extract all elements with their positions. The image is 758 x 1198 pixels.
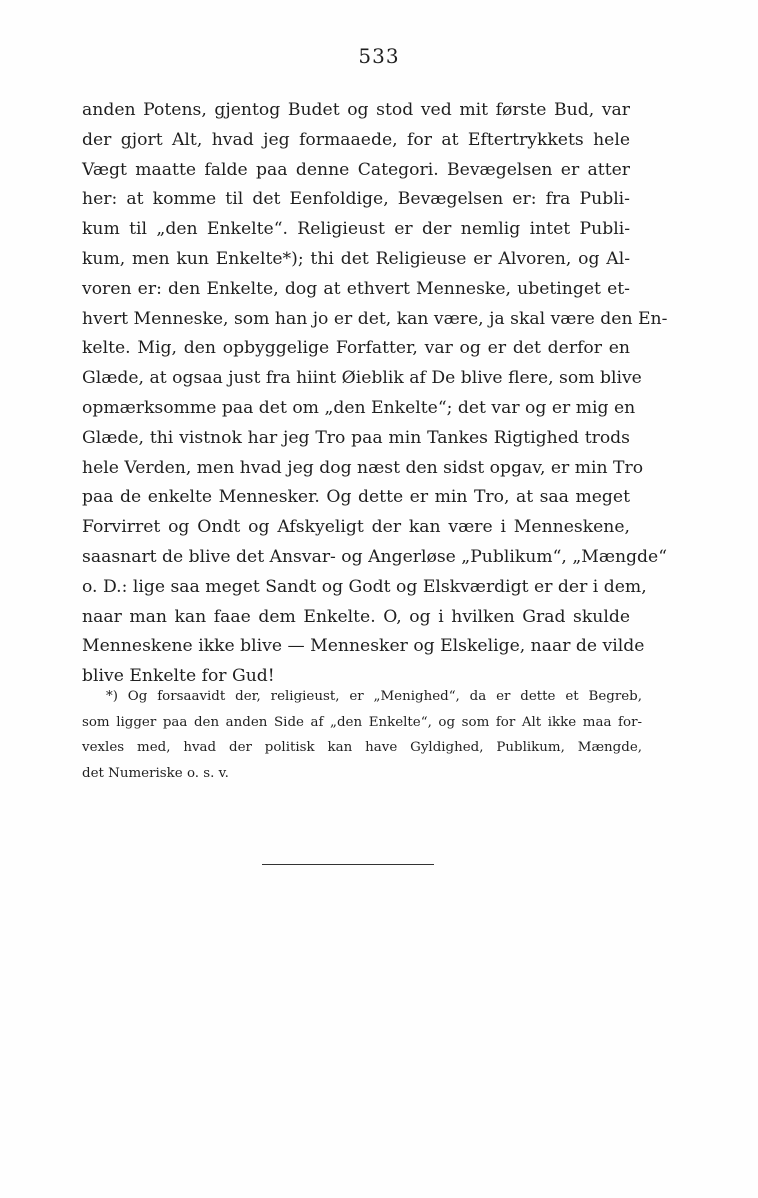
text-line: anden Potens, gjentog Budet og stod ved mit første Bud, var [82,100,630,120]
end-rule-divider [262,864,434,865]
text-line: naar man kan faae dem Enkelte. O, og i hvilken Grad skulde [82,606,630,627]
text-line: hele Verden, men hvad jeg dog næst den sidst opgav, er min Tro [82,457,644,478]
text-line: opmærksomme paa det om „den Enkelte“; det var og er mig en [82,397,636,418]
footnote-line: som ligger paa den anden Side af „den Enkelte“, og som for Alt ikke maa for- [82,714,642,730]
text-line: Menneskene ikke blive — Mennesker og Elskelige, naar de vilde [82,636,645,657]
text-line: Vægt maatte falde paa denne Categori. Bevægelsen er atter [82,159,630,180]
text-line: Forvirret og Ondt og Afskyeligt der kan være i Menneskene, [82,517,630,538]
footnote-line: *) Og forsaavidt der, religieust, er „Menighed“, da er dette et Begreb, [106,689,642,704]
text-line: paa de enkelte Mennesker. Og dette er min Tro, at saa meget [82,487,630,508]
text-line: saasnart de blive det Ansvar- og Angerløse „Publikum“, „Mængde“ [82,546,668,567]
text-line: blive Enkelte for Gud! [82,666,275,687]
text-line: kelte. Mig, den opbyggelige Forfatter, var og er det derfor en [82,338,630,359]
footnote-line: det Numeriske o. s. v. [82,765,229,781]
footnote [82,684,642,786]
text-line: der gjort Alt, hvad jeg formaaede, for at Eftertrykkets hele [82,129,630,150]
text-line: kum, men kun Enkelte*); thi det Religieuse er Alvoren, og Al- [82,248,630,269]
text-line: Glæde, at ogsaa just fra hiint Øieblik af De blive flere, som blive [82,368,642,389]
page-number: 533 [358,44,400,68]
text-line: kum til „den Enkelte“. Religieust er der nemlig intet Publi- [82,219,630,240]
text-line: her: at komme til det Eenfoldige, Bevægelsen er: fra Publi- [82,189,630,210]
text-line: Glæde, thi vistnok har jeg Tro paa min Tankes Rigtighed trods [82,427,630,448]
footnote-line: vexles med, hvad der politisk kan have Gyldighed, Publikum, Mængde, [82,740,642,755]
text-line: o. D.: lige saa meget Sandt og Godt og Elskværdigt er der i dem, [82,576,647,597]
text-line: hvert Menneske, som han jo er det, kan være, ja skal være den En- [82,308,668,329]
text-line: voren er: den Enkelte, dog at ethvert Menneske, ubetinget et- [82,278,630,299]
main-text [82,96,668,692]
